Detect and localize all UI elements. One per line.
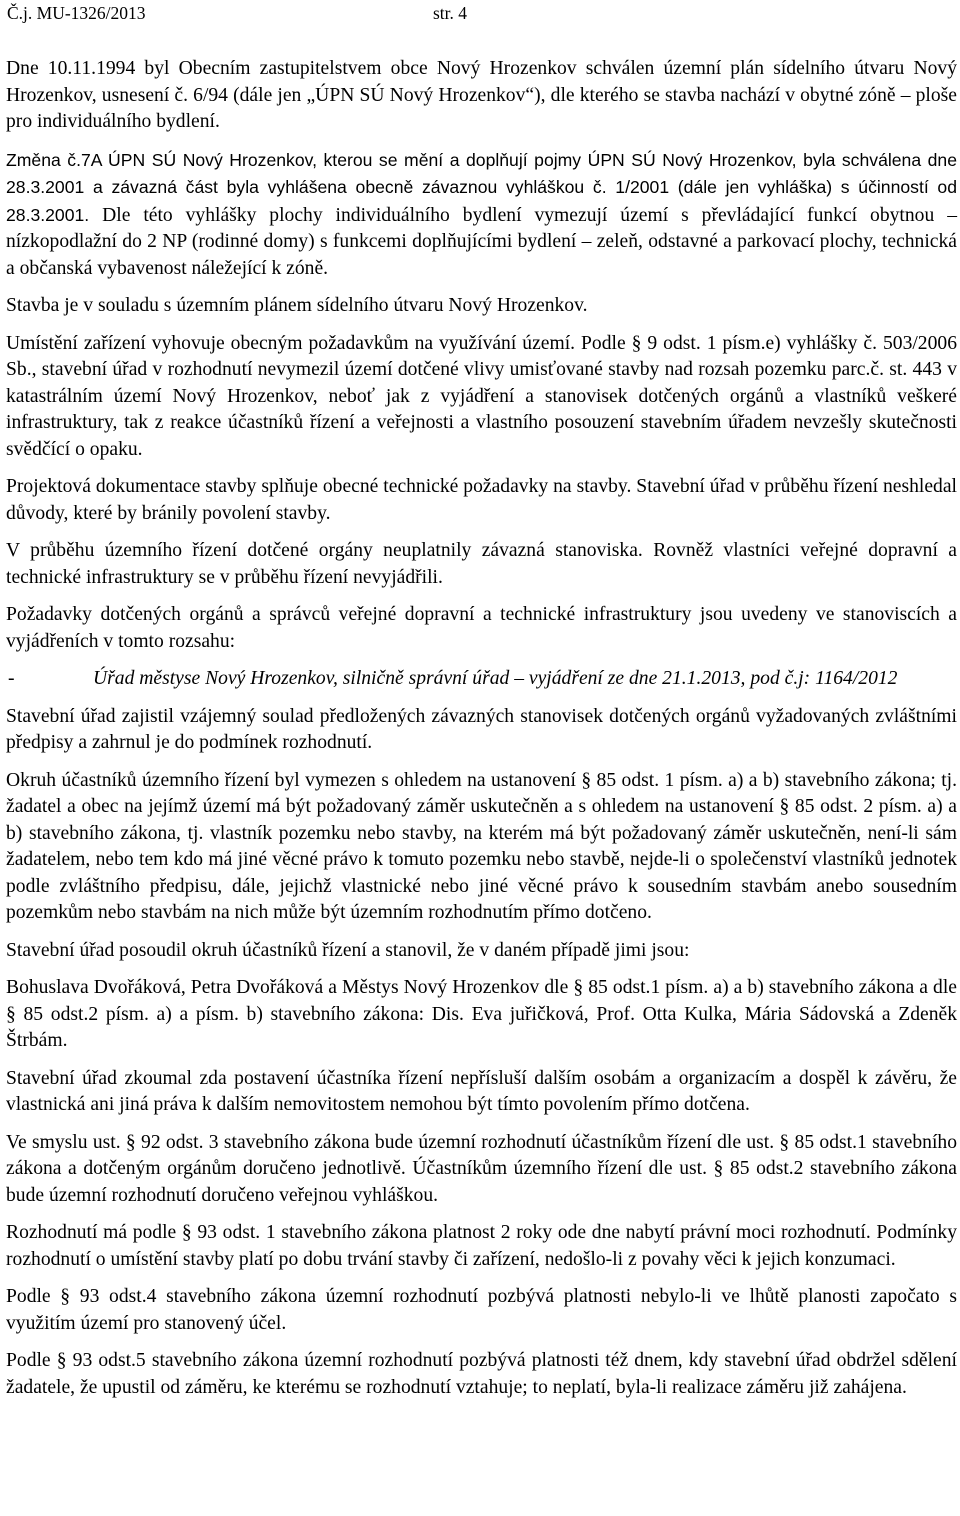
paragraph: Podle § 93 odst.4 stavebního zákona územní rozhodnutí pozbývá platnosti nebylo-li ve lhůtě planosti započato s využitím území pro stanovený účel. bbox=[6, 1286, 957, 1334]
paragraph: Stavební úřad zajistil vzájemný soulad předložených závazných stanovisek dotčených orgánů vyžadovaných zvláštními předpisy a zahrnul je do podmínek rozhodnutí. bbox=[6, 705, 957, 753]
page-header bbox=[7, 2, 468, 24]
list-item bbox=[6, 666, 957, 693]
paragraph: Bohuslava Dvořáková, Petra Dvořáková a Městys Nový Hrozenkov dle § 85 odst.1 písm. a) a b) stavebního zákona a dle § 85 odst.2 písm. a) a písm. b) stavebního zákona: Dis. Eva juřičková, Prof. Otta Kulka, Mária Sádovská a Zdeněk Štrbám. bbox=[6, 977, 957, 1051]
list-item-text: Úřad městyse Nový Hrozenkov, silničně správní úřad – vyjádření ze dne 21.1.2013, pod č.j: 1164/2012 bbox=[93, 668, 898, 689]
paragraph: Umístění zařízení vyhovuje obecným požadavkům na využívání území. Podle § 9 odst. 1 písm.e) vyhlášky č. 503/2006 Sb., stavební úřad v rozhodnutí nevymezil území dotčené vlivy umisťované stavby nad rozsah pozemku parc.č. st. 443 v katastrálním území Nový Hrozenkov, neboť jak z vyjádření a stanovisek dotčených orgánů a vlastníků veškeré infrastruktury, tak z reakce účastníků řízení a veřejnosti a vlastního posouzení stavebním úřadem nevzešly skutečnosti svědčící o opaku. bbox=[6, 332, 957, 460]
paragraph: Stavba je v souladu s územním plánem sídelního útvaru Nový Hrozenkov. bbox=[6, 295, 588, 316]
paragraph: Projektová dokumentace stavby splňuje obecné technické požadavky na stavby. Stavební úřad v průběhu řízení neshledal důvody, které by bránily povolení stavby. bbox=[6, 476, 957, 524]
paragraph: Požadavky dotčených orgánů a správců veřejné dopravní a technické infrastruktury jsou uvedeny ve stanoviscích a vyjádřeních v tomto rozsahu: bbox=[6, 604, 957, 652]
paragraph: Stavební úřad zkoumal zda postavení účastníka řízení nepřísluší dalším osobám a organizacím a dospěl k závěru, že vlastnická ani jiná práva k dalším nemovitostem nemohou být tímto povolením přímo dotčena. bbox=[6, 1067, 957, 1115]
document-body bbox=[6, 56, 957, 1412]
amendment-text: Změna č.7A ÚPN SÚ Nový Hrozenkov, kterou se mění a doplňují pojmy ÚPN SÚ Nový Hrozenkov, byla schválena dne 28.3.2001 a závazná část byla vyhlášena obecně závaznou vyhláškou č. 1/2001 (dále jen vyhláška) s účinností od 28.3.2001. bbox=[6, 149, 957, 225]
paragraph: Stavební úřad posoudil okruh účastníků řízení a stanovil, že v daném případě jimi jsou: bbox=[6, 939, 690, 961]
list-dash: - bbox=[8, 668, 15, 689]
paragraph: Rozhodnutí má podle § 93 odst. 1 stavebního zákona platnost 2 roky ode dne nabytí právní moci rozhodnutí. Podmínky rozhodnutí o umístění stavby platí po dobu trvání stavby či zařízení, nedošlo-li z povahy věci k jejich konzumaci. bbox=[6, 1222, 957, 1270]
reference-number: Č.j. MU-1326/2013 bbox=[7, 3, 146, 23]
paragraph: Ve smyslu ust. § 92 odst. 3 stavebního zákona bude územní rozhodnutí účastníkům řízení dle ust. § 85 odst.1 stavebního zákona a dotčeným orgánům doručeno jednotlivě. Účastníkům územního řízení dle ust. § 85 odst.2 stavebního zákona bude územní rozhodnutí doručeno veřejnou vyhláškou. bbox=[6, 1131, 957, 1206]
page-number: str. 4 bbox=[433, 3, 468, 23]
paragraph: Podle § 93 odst.5 stavebního zákona územní rozhodnutí pozbývá platnosti též dnem, kdy stavební úřad obdržel sdělení žadatele, že upustil od záměru, ke kterému se rozhodnutí vztahuje; to neplatí, byla-li realizace záměru již zahájena. bbox=[6, 1350, 957, 1398]
paragraph-text: Dle této vyhlášky plochy individuálního bydlení vymezují území s převládající funkcí obytnou – nízkopodlažní do 2 NP (rodinné domy) s funkcemi doplňujícími bydlení – zeleň, odstavné a parkovací plochy, technická a občanská vybavenost náležející k zóně. bbox=[6, 204, 957, 279]
paragraph: V průběhu územního řízení dotčené orgány neuplatnily závazná stanoviska. Rovněž vlastníci veřejné dopravní a technické infrastruktury se v průběhu řízení nevyjádřili. bbox=[6, 540, 957, 588]
paragraph: Okruh účastníků územního řízení byl vymezen s ohledem na ustanovení § 85 odst. 1 písm. a) a b) stavebního zákona; tj. žadatel a obec na jejímž území má být požadovaný záměr uskutečněn a s ohledem na ustanovení § 85 odst. 2 písm. a) a b) stavebního zákona, tj. vlastník pozemku nebo stavby, na kterém má být požadovaný záměr uskutečněn, není-li sám žadatelem, nebo tem kdo má jiné věcné právo k tomuto pozemku nebo stavbě, nejde-li o společenství vlastníků jednotek podle zvláštního předpisu, dále, jejichž vlastnické nebo jiné věcné právo k sousedním stavbám anebo sousedním pozemkům nebo stavbám na nich může být územním rozhodnutím přímo dotčeno. bbox=[6, 769, 957, 923]
paragraph: Dne 10.11.1994 byl Obecním zastupitelstvem obce Nový Hrozenkov schválen územní plán sídelního útvaru Nový Hrozenkov, usnesení č. 6/94 (dále jen „ÚPN SÚ Nový Hrozenkov“), dle kterého se stavba nachází v obytné zóně – ploše pro individuálního bydlení. bbox=[6, 58, 957, 132]
paragraph bbox=[6, 147, 957, 283]
